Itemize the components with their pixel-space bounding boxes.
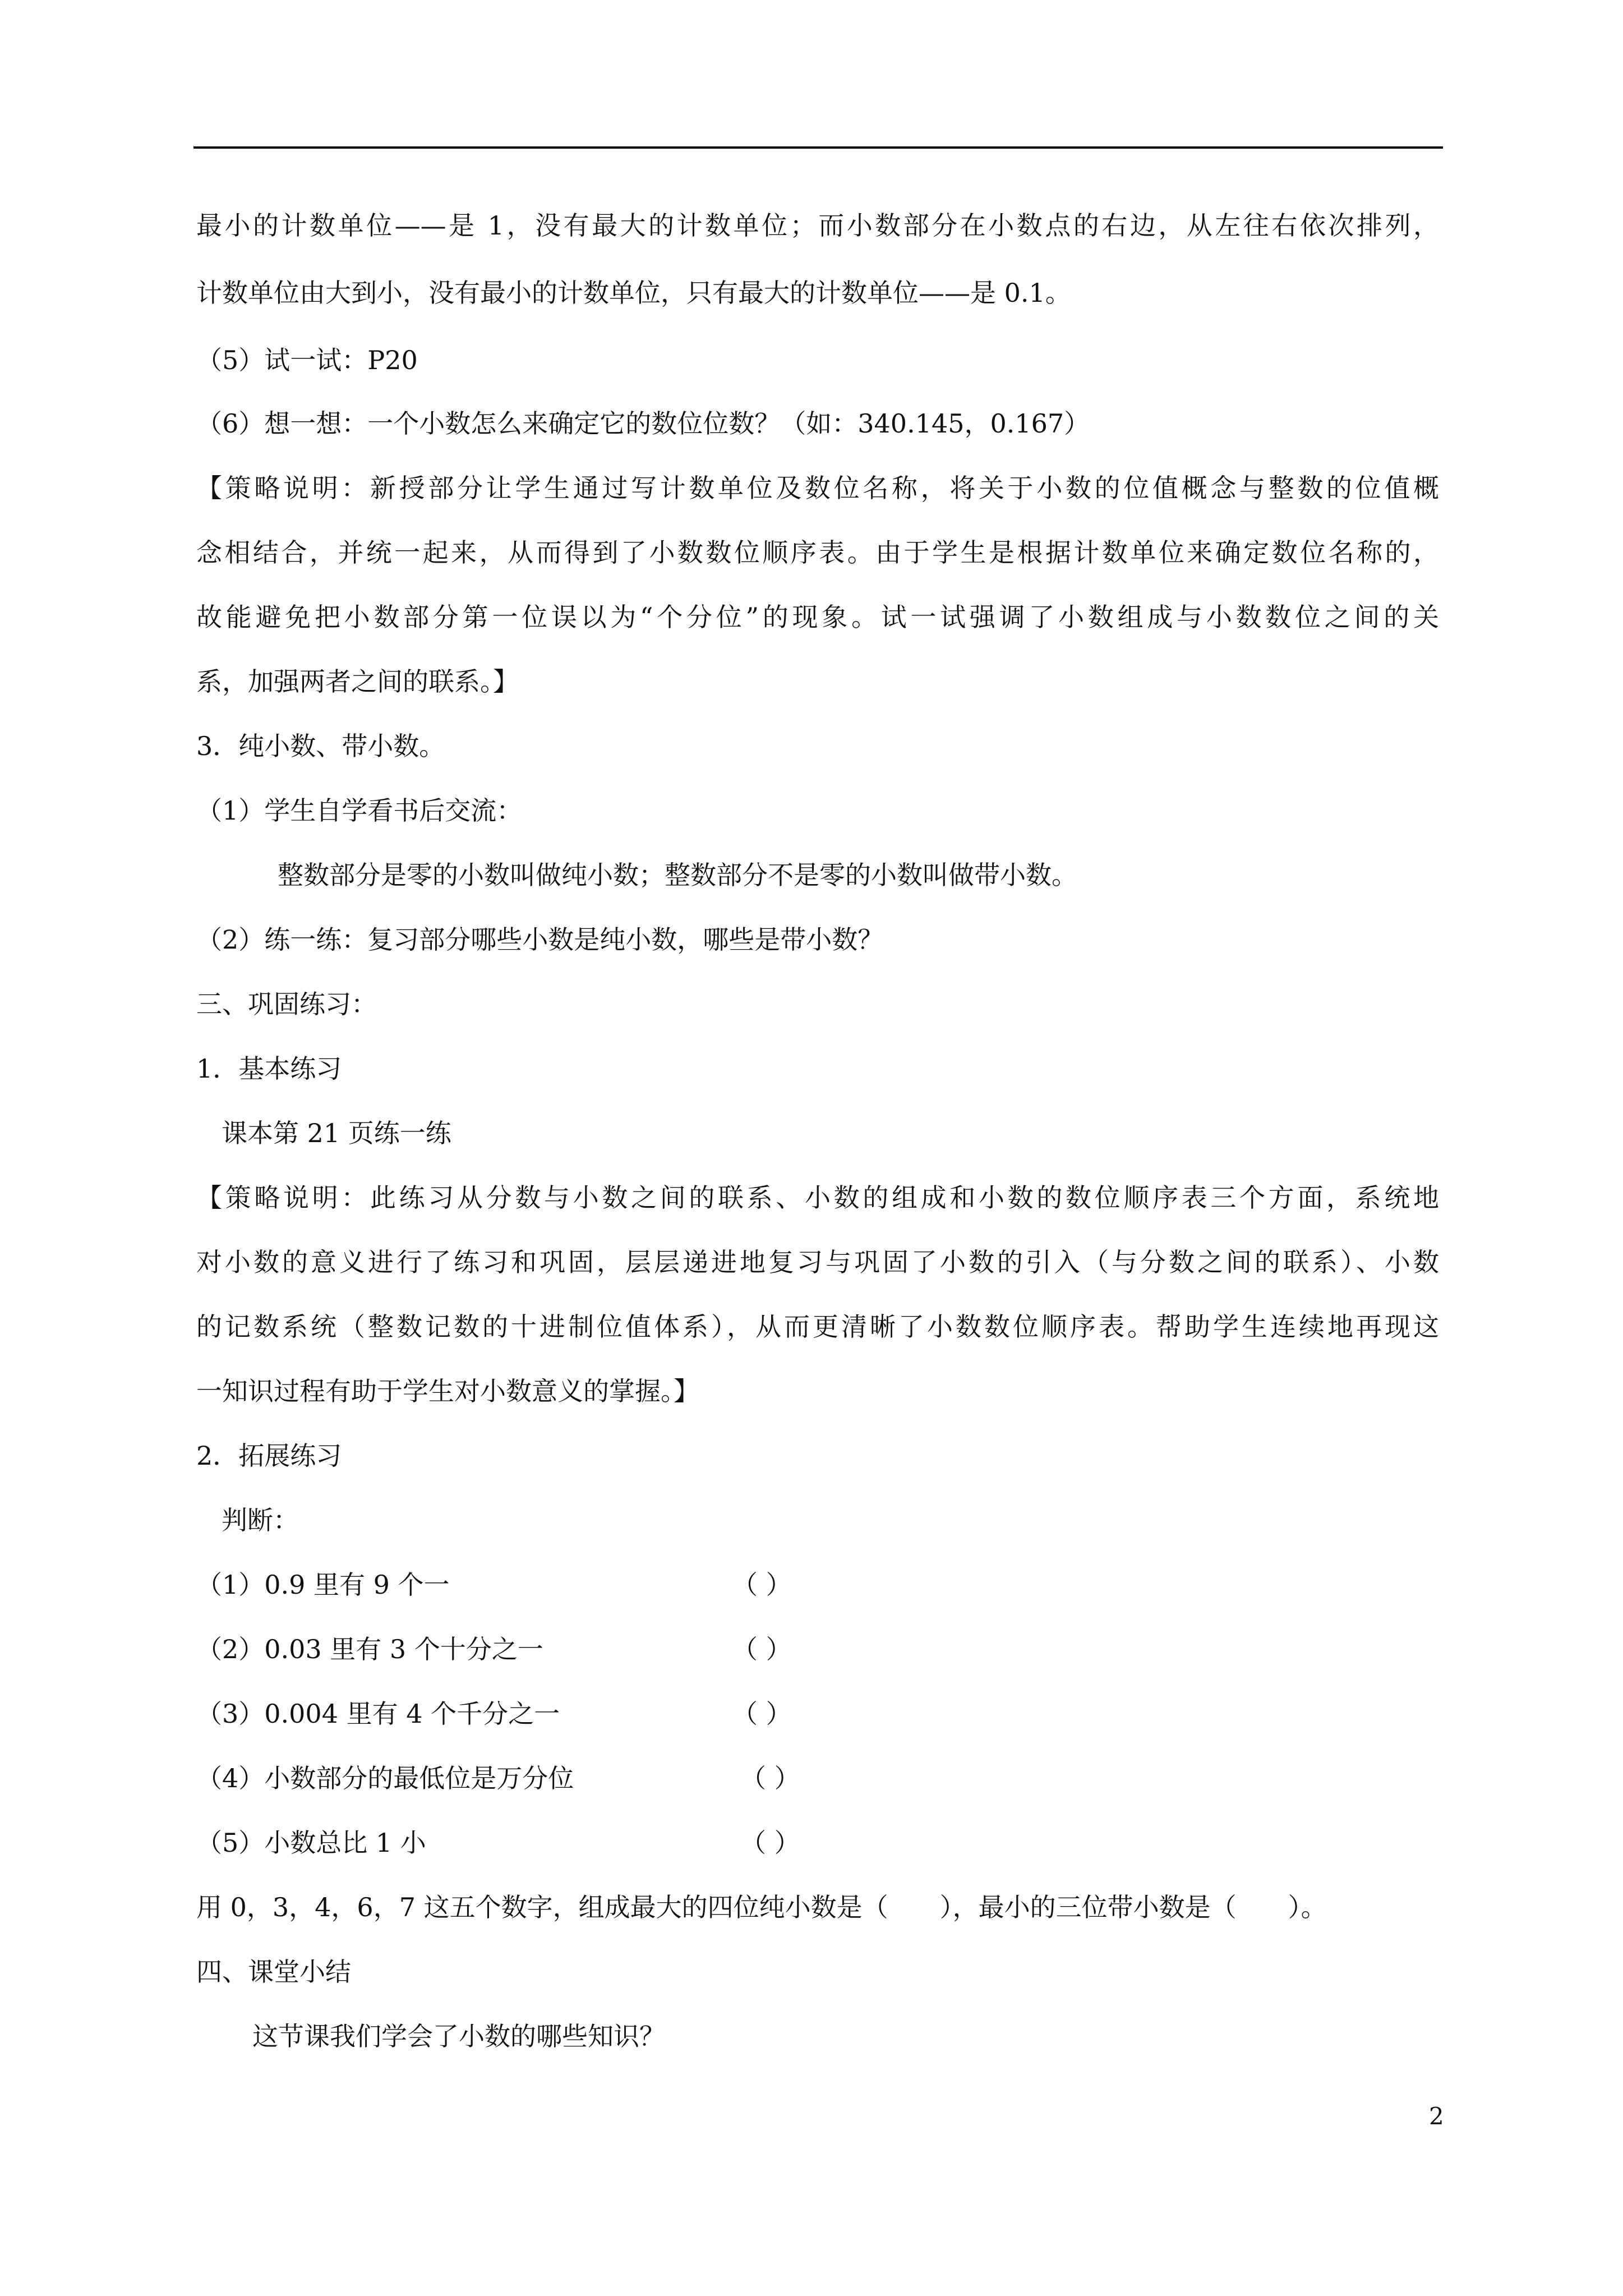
page-number: 2 bbox=[1429, 2102, 1444, 2130]
judge-item: （2）0.03 里有 3 个十分之一 bbox=[196, 1634, 543, 1664]
paragraph-line: 最小的计数单位——是 1，没有最大的计数单位；而小数部分在小数点的右边，从左往右依次排列， bbox=[196, 210, 1439, 241]
part-heading: 三、巩固练习： bbox=[196, 989, 377, 1019]
strategy-note-line: 念相结合，并统一起来，从而得到了小数数位顺序表。由于学生是根据计数单位来确定数位名称的， bbox=[196, 537, 1439, 568]
subsection-heading: 2．拓展练习 bbox=[196, 1441, 342, 1471]
section-heading: 3．纯小数、带小数。 bbox=[196, 731, 445, 761]
fill-in-question: 用 0，3，4，6，7 这五个数字，组成最大的四位纯小数是（ ），最小的三位带小数是（ ）。 bbox=[196, 1892, 1327, 1922]
strategy-note-line: 对小数的意义进行了练习和巩固，层层递进地复习与巩固了小数的引入（与分数之间的联系）、小数 bbox=[196, 1247, 1439, 1277]
strategy-note-line: 一知识过程有助于学生对小数意义的掌握。】 bbox=[196, 1376, 699, 1406]
strategy-note-line: 【策略说明：新授部分让学生通过写计数单位及数位名称，将关于小数的位值概念与整数的位值概 bbox=[196, 473, 1439, 503]
answer-blank[interactable]: （ ） bbox=[740, 1763, 800, 1793]
judge-item: （4）小数部分的最低位是万分位 bbox=[196, 1763, 574, 1793]
strategy-note-line: 【策略说明：此练习从分数与小数之间的联系、小数的组成和小数的数位顺序表三个方面，系统地 bbox=[196, 1182, 1439, 1213]
think-it-item: （6）想一想：一个小数怎么来确定它的数位位数？（如：340.145，0.167） bbox=[196, 408, 1090, 439]
answer-blank[interactable]: （ ） bbox=[740, 1828, 800, 1858]
try-it-item: （5）试一试：P20 bbox=[196, 345, 418, 375]
answer-blank[interactable]: （ ） bbox=[732, 1570, 792, 1600]
judge-label: 判断： bbox=[222, 1505, 299, 1535]
judge-item: （5）小数总比 1 小 bbox=[196, 1828, 426, 1858]
answer-blank[interactable]: （ ） bbox=[732, 1634, 792, 1664]
list-item: （1）学生自学看书后交流： bbox=[196, 795, 523, 826]
judge-item: （3）0.004 里有 4 个千分之一 bbox=[196, 1699, 560, 1729]
paragraph-line: 计数单位由大到小，没有最小的计数单位，只有最大的计数单位——是 0.1。 bbox=[196, 278, 1071, 308]
definition-text: 整数部分是零的小数叫做纯小数；整数部分不是零的小数叫做带小数。 bbox=[278, 860, 1077, 890]
list-item: （2）练一练：复习部分哪些小数是纯小数，哪些是带小数？ bbox=[196, 924, 884, 955]
strategy-note-line: 故能避免把小数部分第一位误以为“个分位”的现象。试一试强调了小数组成与小数数位之间的关 bbox=[196, 602, 1439, 632]
strategy-note-line: 的记数系统（整数记数的十进制位值体系），从而更清晰了小数数位顺序表。帮助学生连续地再现这 bbox=[196, 1312, 1439, 1342]
part-heading: 四、课堂小结 bbox=[196, 1957, 351, 1987]
answer-blank[interactable]: （ ） bbox=[732, 1699, 792, 1729]
judge-item: （1）0.9 里有 9 个一 bbox=[196, 1570, 450, 1600]
summary-question: 这节课我们学会了小数的哪些知识？ bbox=[252, 2021, 665, 2051]
strategy-note-line: 系，加强两者之间的联系。】 bbox=[196, 666, 519, 697]
header-rule bbox=[193, 146, 1443, 149]
subsection-heading: 1．基本练习 bbox=[196, 1053, 342, 1084]
textbook-reference: 课本第 21 页练一练 bbox=[222, 1118, 451, 1148]
